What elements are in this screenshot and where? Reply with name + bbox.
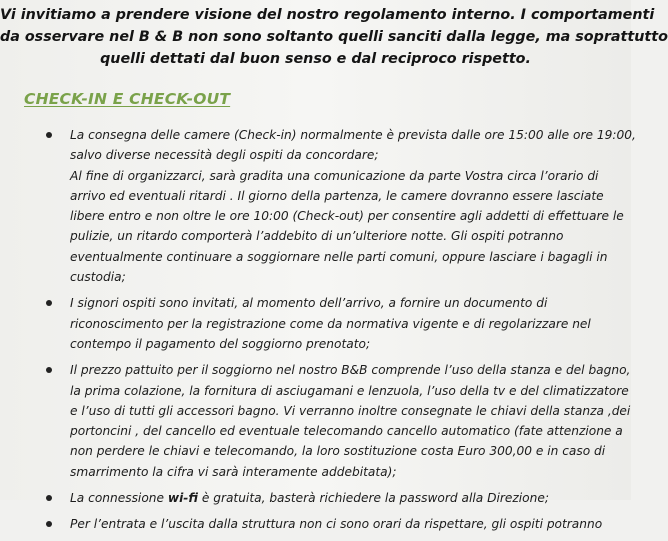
section-title: CHECK-IN E CHECK-OUT (24, 90, 231, 108)
list-item-line: riconoscimento per la registrazione come da normativa vigente e di regolarizzare nel (70, 316, 591, 331)
list-item-line: contempo il pagamento del soggiorno prenotato; (70, 336, 371, 351)
list-item-line: non perdere le chiavi e telecomando, la loro sostituzione costa Euro 300,00 e in caso di (70, 444, 606, 459)
list-item-line: Il prezzo pattuito per il soggiorno nel nostro B&B comprende l’uso della stanza e del bagno, (70, 363, 631, 378)
bullet-icon (46, 495, 52, 501)
intro-paragraph (0, 4, 668, 70)
list-item-line (70, 488, 631, 508)
wifi-text-before: La connessione (70, 491, 168, 506)
list-item-line: la prima colazione, la fornitura di asciugamani e lenzuola, l’uso della tv e del climatizzatore (70, 383, 629, 398)
list-item-line: pulizie, un ritardo comporterà l’addebito di un’ulteriore notte. Gli ospiti potranno (70, 229, 564, 244)
list-item-line: arrivo ed eventuali ritardi . Il giorno della partenza, le camere dovranno essere lasciate (70, 188, 604, 203)
bullet-icon (46, 132, 52, 138)
list-item-line: custodia; (70, 270, 126, 285)
list-item-line: eventualmente continuare a soggiornare nelle parti comuni, oppure lasciare i bagagli in (70, 249, 608, 264)
list-item-price (0, 360, 631, 482)
list-item-line: libere entro e non oltre le ore 10:00 (Check-out) per consentire agli addetti di effettuare le (70, 209, 624, 224)
list-item-checkin (0, 125, 636, 287)
wifi-text-after: è gratuita, basterà richiedere la password alla Direzione; (197, 491, 549, 506)
list-item-line: Al fine di organizzarci, sarà gradita una comunicazione da parte Vostra circa l’orario di (70, 168, 599, 183)
list-item-line: portoncini , del cancello ed eventuale telecomando cancello automatico (fate attenzione a (70, 424, 623, 439)
list-item-line: smarrimento la cifra vi sarà interamente addebitata); (70, 464, 397, 479)
list-item-wifi (0, 488, 631, 508)
list-item-identification (0, 293, 631, 354)
list-item-hours (0, 514, 631, 534)
list-item-line: Per l’entrata e l’uscita dalla struttura non ci sono orari da rispettare, gli ospiti potranno (70, 517, 603, 532)
bullet-icon (46, 521, 52, 527)
bullet-icon (46, 300, 52, 306)
bullet-icon (46, 367, 52, 373)
intro-line: quelli dettati dal buon senso e dal reciproco rispetto. (100, 51, 531, 67)
list-item-line: e l’uso di tutti gli accessori bagno. Vi verranno inoltre consegnate le chiavi della stanza ,dei (70, 403, 631, 418)
list-item-line: salvo diverse necessità degli ospiti da concordare; (70, 148, 379, 163)
rules-list (0, 125, 636, 541)
intro-line: Vi invitiamo a prendere visione del nostro regolamento interno. I comportamenti (0, 7, 655, 23)
list-item-line: I signori ospiti sono invitati, al momento dell’arrivo, a fornire un documento di (70, 296, 548, 311)
intro-line: da osservare nel B & B non sono soltanto quelli sanciti dalla legge, ma soprattutto (0, 29, 668, 45)
list-item-line: La consegna delle camere (Check-in) normalmente è prevista dalle ore 15:00 alle ore 19:00, (70, 128, 636, 142)
wifi-keyword: wi-fi (167, 491, 198, 506)
